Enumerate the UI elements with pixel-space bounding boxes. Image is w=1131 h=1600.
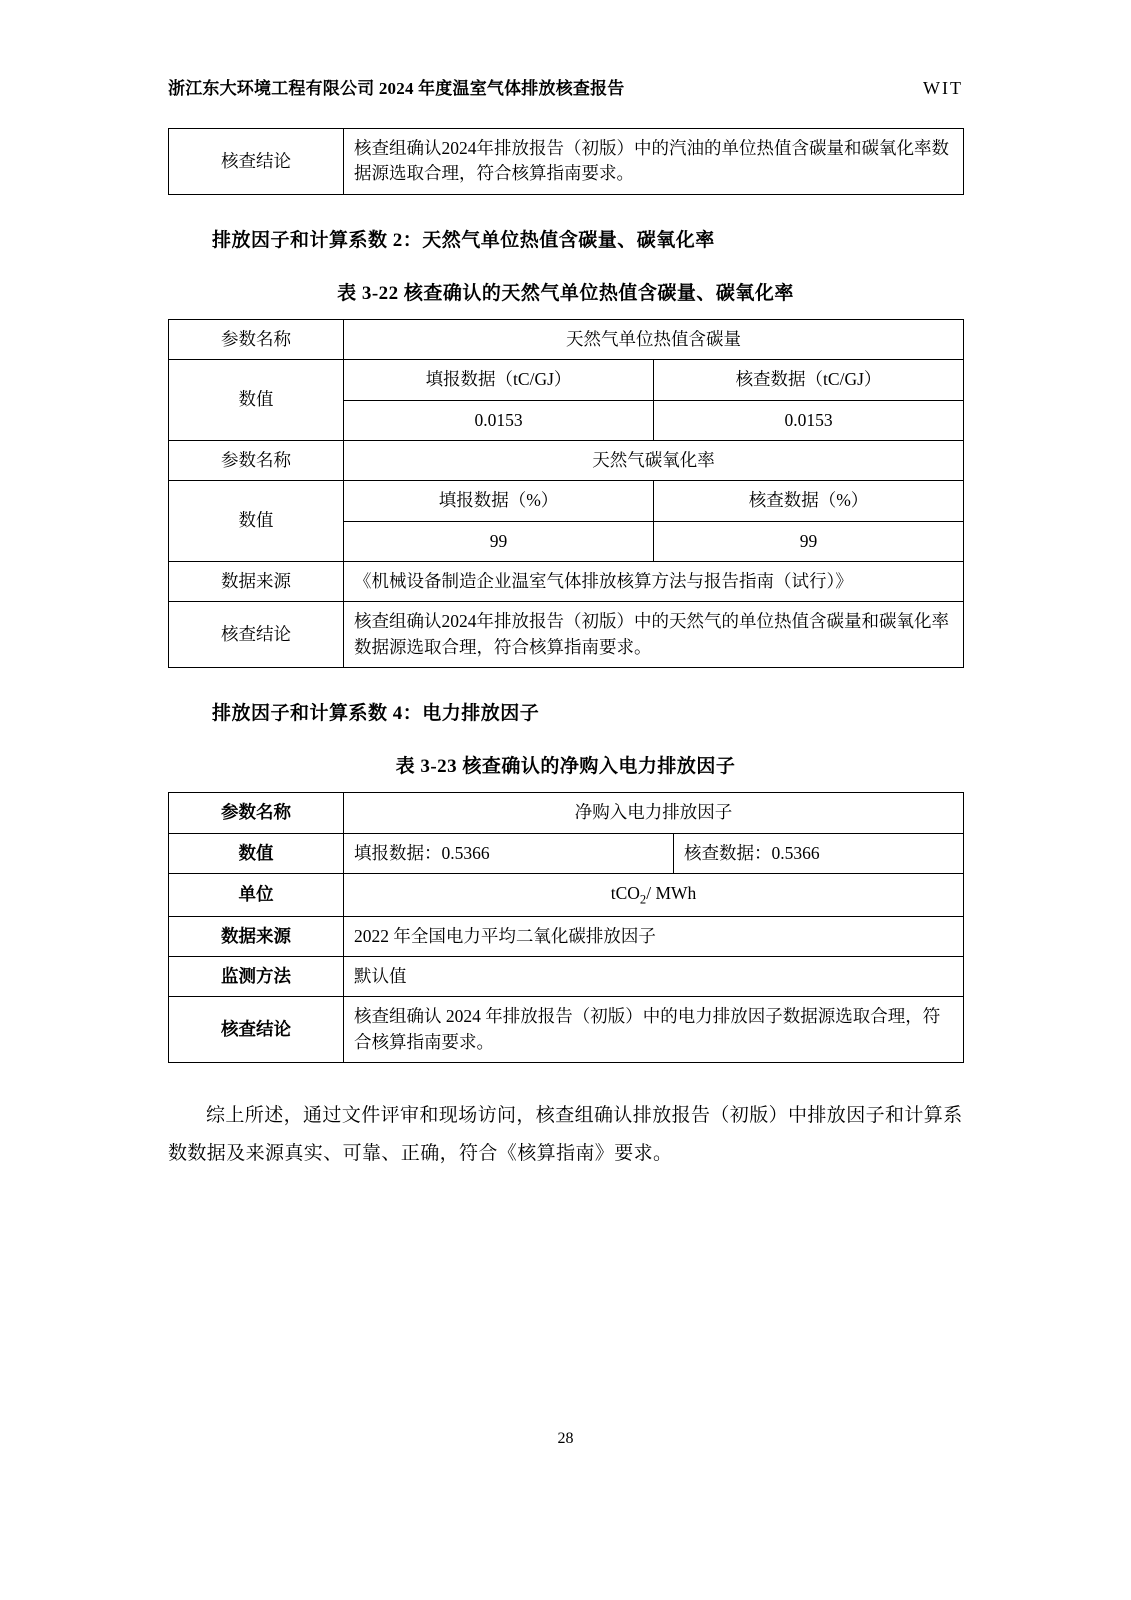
verified-data-value-2: 99	[654, 521, 964, 561]
data-source-value: 《机械设备制造企业温室气体排放核算方法与报告指南（试行）》	[344, 562, 964, 602]
header-right-text: WIT	[923, 78, 963, 98]
param-name-label: 参数名称	[169, 793, 344, 833]
conclusion-continuation-table	[168, 128, 964, 195]
monitoring-method-label: 监测方法	[169, 957, 344, 997]
value-label: 数值	[169, 833, 344, 873]
conclusion-value: 核查组确认 2024 年排放报告（初版）中的电力排放因子数据源选取合理，符合核算指南要求。	[344, 997, 964, 1063]
table-3-23-caption: 表 3-23 核查确认的净购入电力排放因子	[395, 756, 736, 778]
data-source-value: 2022 年全国电力平均二氧化碳排放因子	[344, 916, 964, 956]
reported-data-header: 填报数据（tC/GJ）	[344, 360, 654, 400]
table-row	[169, 129, 964, 195]
table-row	[169, 562, 964, 602]
monitoring-method-value: 默认值	[344, 957, 964, 997]
table-3-23	[168, 792, 964, 1063]
value-label-2: 数值	[169, 481, 344, 562]
data-source-label: 数据来源	[169, 916, 344, 956]
value-label: 数值	[169, 360, 344, 441]
reported-data-value: 填报数据：0.5366	[344, 833, 674, 873]
verified-data-header: 核查数据（tC/GJ）	[654, 360, 964, 400]
param-name-label-2: 参数名称	[169, 440, 344, 480]
conclusion-label: 核查结论	[169, 602, 344, 668]
param-name-label: 参数名称	[169, 319, 344, 359]
reported-data-value: 0.0153	[344, 400, 654, 440]
table-3-22-caption: 表 3-22 核查确认的天然气单位热值含碳量、碳氧化率	[337, 282, 794, 304]
section-heading-2: 排放因子和计算系数 2：天然气单位热值含碳量、碳氧化率	[212, 229, 715, 251]
header-left-text: 浙江东大环境工程有限公司 2024 年度温室气体排放核查报告	[168, 79, 625, 98]
unit-value-prefix: tCO	[610, 882, 640, 903]
verified-data-value: 核查数据：0.5366	[674, 833, 964, 873]
conclusion-value: 核查组确认2024年排放报告（初版）中的天然气的单位热值含碳量和碳氧化率数据源选取合理，符合核算指南要求。	[344, 602, 964, 668]
table-row	[169, 957, 964, 997]
table-row	[169, 833, 964, 873]
unit-value-subscript: 2	[639, 892, 647, 907]
param-name-value: 天然气单位热值含碳量	[344, 319, 964, 359]
table-row	[169, 360, 964, 400]
table-row	[169, 793, 964, 833]
conclusion-label: 核查结论	[169, 997, 344, 1063]
table-row	[169, 440, 964, 480]
unit-value-suffix: / MWh	[646, 882, 697, 903]
table-row	[169, 602, 964, 668]
section-heading-4: 排放因子和计算系数 4：电力排放因子	[212, 703, 540, 725]
param-name-value-2: 天然气碳氧化率	[344, 440, 964, 480]
reported-data-header-2: 填报数据（%）	[344, 481, 654, 521]
table-3-22	[168, 319, 964, 668]
page-number: 28	[557, 1430, 574, 1447]
verified-data-value: 0.0153	[654, 400, 964, 440]
row-label: 核查结论	[169, 129, 344, 195]
table-row	[169, 997, 964, 1063]
row-value: 核查组确认2024年排放报告（初版）中的汽油的单位热值含碳量和碳氧化率数据源选取合理，符合核算指南要求。	[344, 129, 964, 195]
data-source-label: 数据来源	[169, 562, 344, 602]
table-row	[169, 319, 964, 359]
table-row	[169, 916, 964, 956]
unit-value	[344, 873, 964, 916]
verified-data-header-2: 核查数据（%）	[654, 481, 964, 521]
page-content	[168, 128, 963, 1173]
param-name-value: 净购入电力排放因子	[344, 793, 964, 833]
table-row	[169, 873, 964, 916]
page-header	[168, 74, 963, 99]
reported-data-value-2: 99	[344, 521, 654, 561]
table-row	[169, 481, 964, 521]
closing-paragraph: 综上所述，通过文件评审和现场访问，核查组确认排放报告（初版）中排放因子和计算系数数据及来源真实、可靠、正确，符合《核算指南》要求。	[168, 1105, 963, 1165]
unit-label: 单位	[169, 873, 344, 916]
